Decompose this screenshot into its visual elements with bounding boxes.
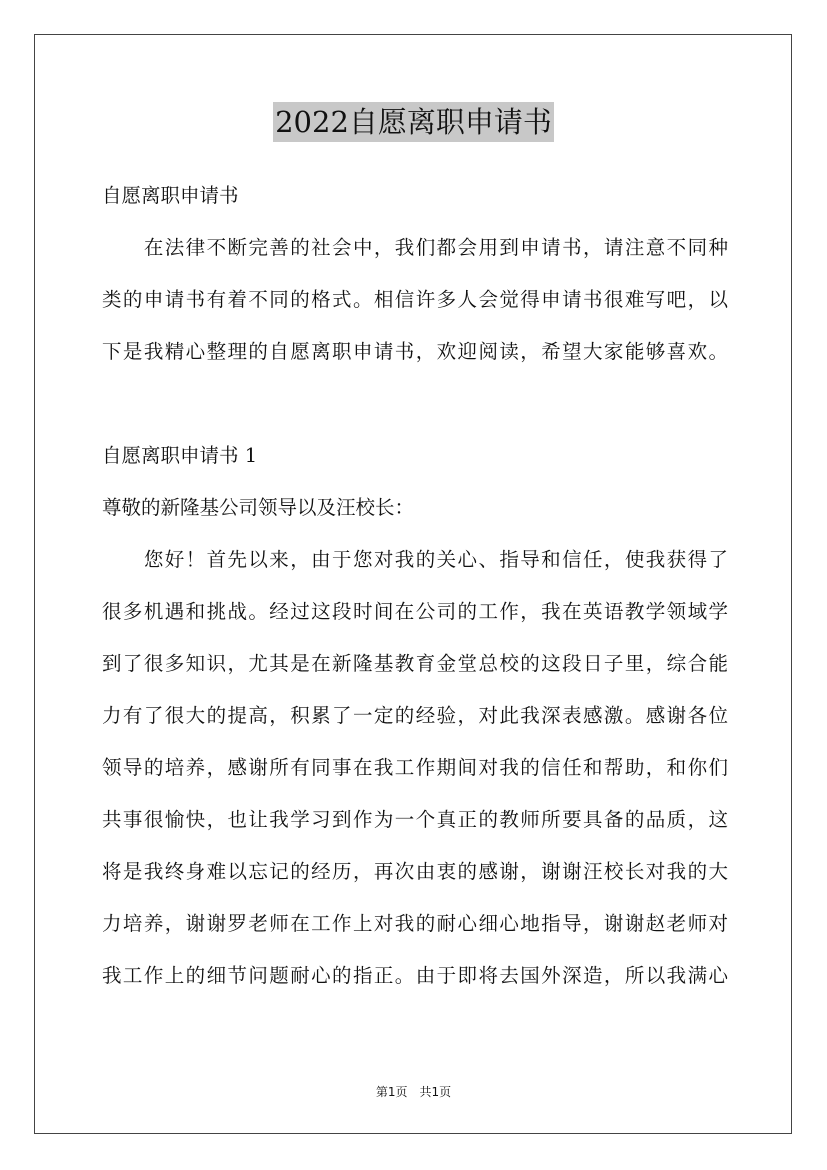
letter-salutation: 尊敬的新隆基公司领导以及汪校长：	[102, 496, 415, 519]
letter-body-line: 力有了很大的提高，积累了一定的经验，对此我深表感激。感谢各位	[102, 704, 728, 727]
section-heading-intro: 自愿离职申请书	[102, 184, 239, 207]
letter-body-line: 我工作上的细节问题耐心的指正。由于即将去国外深造，所以我满心	[102, 964, 728, 987]
intro-paragraph-line: 类的申请书有着不同的格式。相信许多人会觉得申请书很难写吧，以	[102, 288, 728, 311]
intro-paragraph-line: 在法律不断完善的社会中，我们都会用到申请书，请注意不同种	[102, 236, 728, 259]
document-title: 2022自愿离职申请书	[273, 102, 554, 142]
intro-paragraph-line: 下是我精心整理的自愿离职申请书，欢迎阅读，希望大家能够喜欢。	[102, 340, 728, 363]
letter-body-line: 共事很愉快，也让我学习到作为一个真正的教师所要具备的品质，这	[102, 808, 728, 831]
letter-body-line: 很多机遇和挑战。经过这段时间在公司的工作，我在英语教学领域学	[102, 600, 728, 623]
letter-body-line: 您好！首先以来，由于您对我的关心、指导和信任，使我获得了	[102, 548, 728, 571]
page-number-footer: 第1页 共1页	[375, 1085, 452, 1099]
section-heading-letter-1: 自愿离职申请书 1	[102, 444, 258, 467]
title-container	[0, 102, 827, 142]
document-body	[102, 170, 728, 1002]
paragraph-spacer	[102, 378, 728, 430]
letter-body-line: 力培养，谢谢罗老师在工作上对我的耐心细心地指导，谢谢赵老师对	[102, 912, 728, 935]
letter-body-line: 到了很多知识，尤其是在新隆基教育金堂总校的这段日子里，综合能	[102, 652, 728, 675]
letter-body-line: 领导的培养，感谢所有同事在我工作期间对我的信任和帮助，和你们	[102, 756, 728, 779]
letter-body-line: 将是我终身难以忘记的经历，再次由衷的感谢，谢谢汪校长对我的大	[102, 860, 728, 883]
